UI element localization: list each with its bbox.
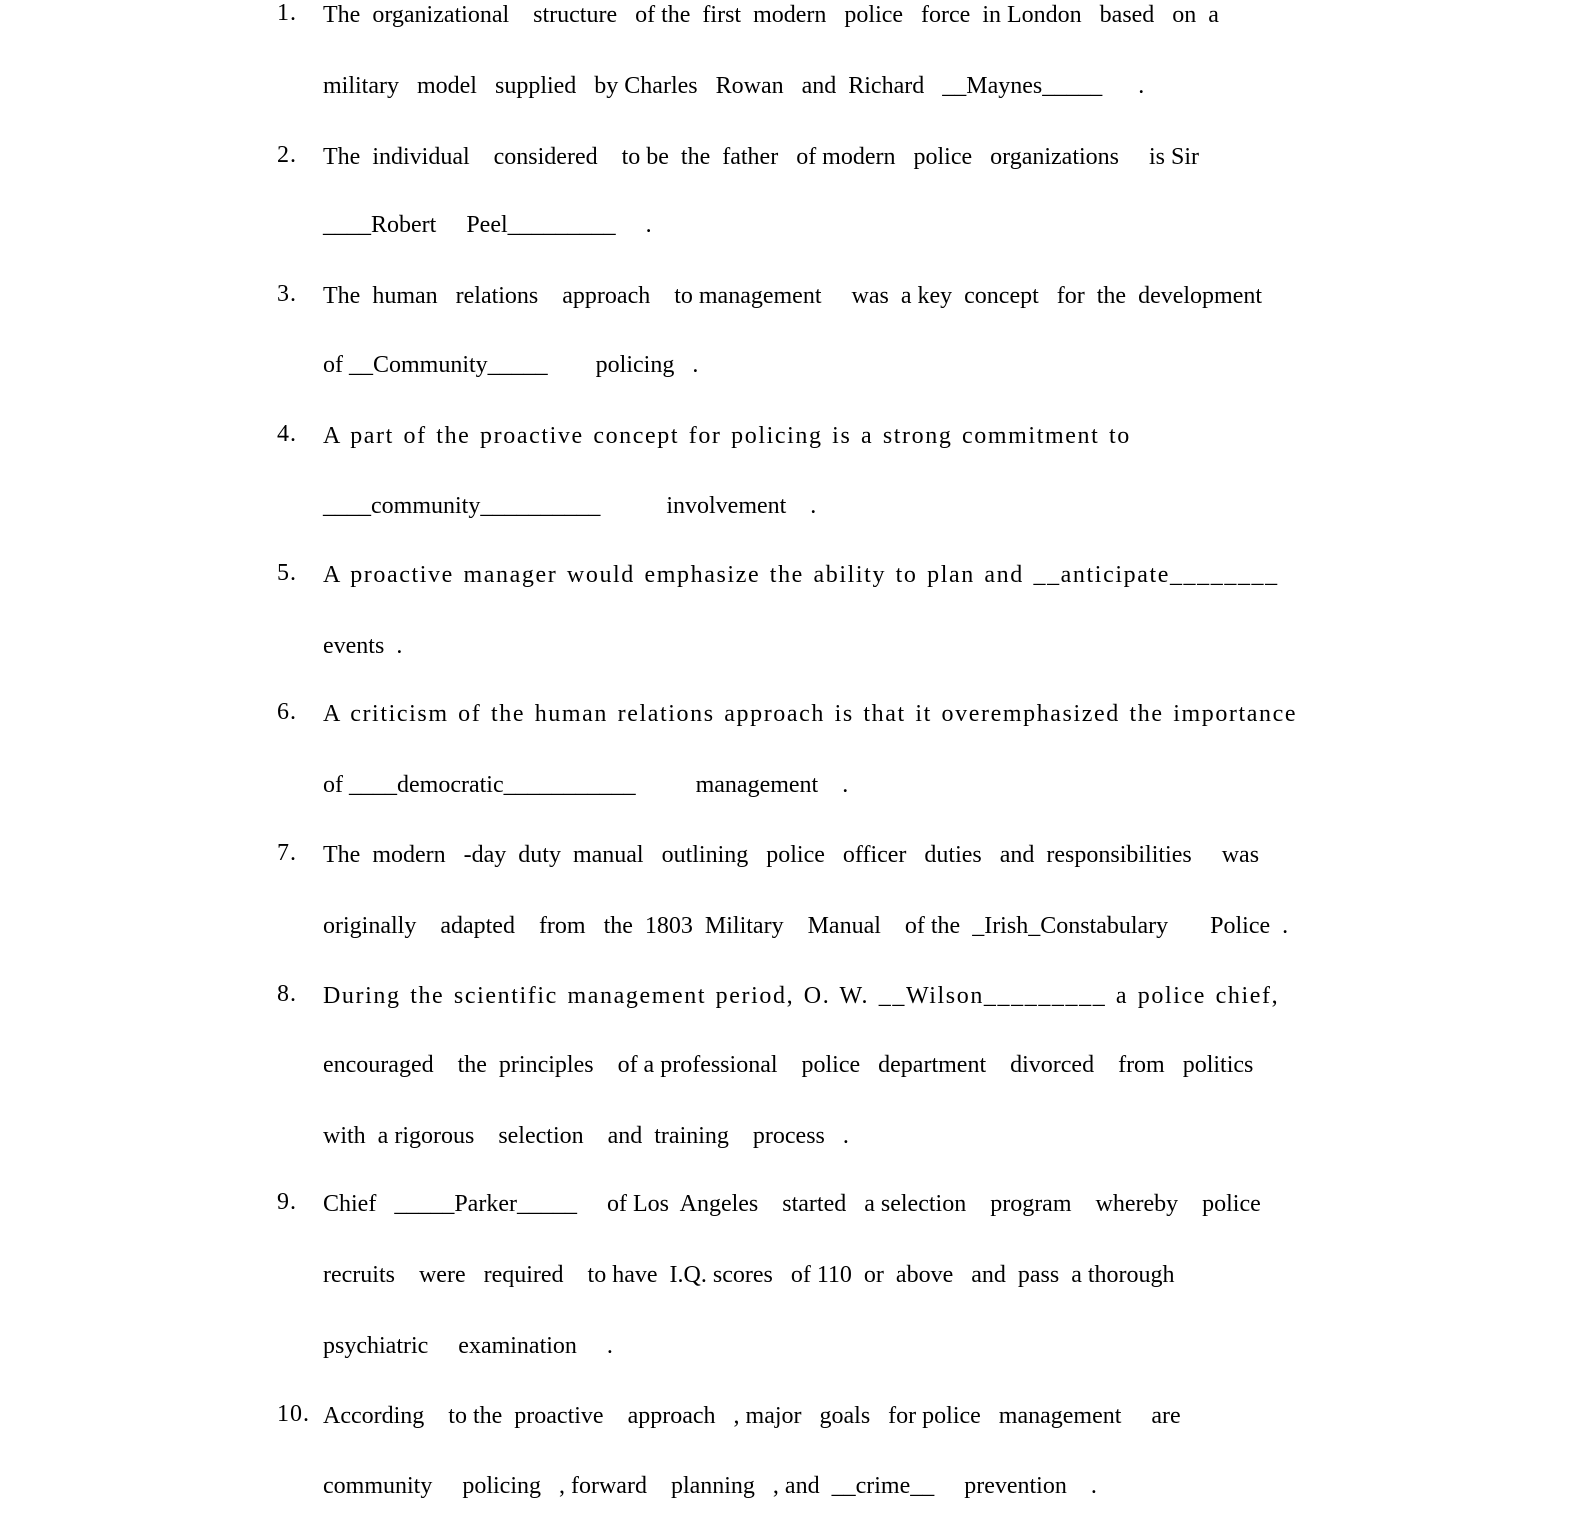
question-text-line: During the scientific management period, O. W. __Wilson_________ a police chief,	[323, 983, 1280, 1009]
question-number: 10.	[277, 1401, 310, 1427]
question-text-line: originally adapted from the 1803 Military Manual of the _Irish_Constabulary Police .	[323, 913, 1289, 939]
question-number: 6.	[277, 699, 297, 725]
question-text-line: The modern -day duty manual outlining police officer duties and responsibilities was	[323, 842, 1260, 868]
question-text-line: military model supplied by Charles Rowan and Richard __Maynes_____ .	[323, 73, 1145, 99]
question-number: 1.	[277, 0, 297, 26]
question-text-line: The human relations approach to management was a key concept for the development	[323, 283, 1263, 309]
question-text-line: A part of the proactive concept for policing is a strong commitment to	[323, 423, 1131, 449]
question-number: 9.	[277, 1189, 297, 1215]
question-text-line: with a rigorous selection and training process .	[323, 1123, 849, 1149]
question-text-line: encouraged the principles of a professional police department divorced from politics	[323, 1052, 1254, 1078]
question-number: 4.	[277, 421, 297, 447]
question-text-line: events .	[323, 633, 403, 659]
question-text-line: community policing , forward planning , and __crime__ prevention .	[323, 1473, 1097, 1499]
question-text-line: recruits were required to have I.Q. scores of 110 or above and pass a thorough	[323, 1262, 1175, 1288]
question-text-line: The organizational structure of the first modern police force in London based on a	[323, 2, 1219, 28]
question-number: 3.	[277, 281, 297, 307]
question-text-line: ____community__________ involvement .	[323, 493, 817, 519]
question-text-line: of __Community_____ policing .	[323, 352, 699, 378]
question-number: 8.	[277, 981, 297, 1007]
question-text-line: Chief _____Parker_____ of Los Angeles started a selection program whereby police	[323, 1191, 1261, 1217]
question-text-line: The individual considered to be the father of modern police organizations is Sir	[323, 144, 1200, 170]
question-text-line: A criticism of the human relations approach is that it overemphasized the importance	[323, 701, 1298, 727]
question-number: 7.	[277, 840, 297, 866]
question-text-line: of ____democratic___________ management .	[323, 772, 849, 798]
question-number: 5.	[277, 560, 297, 586]
question-text-line: ____Robert Peel_________ .	[323, 212, 652, 238]
question-text-line: A proactive manager would emphasize the ability to plan and __anticipate________	[323, 562, 1279, 588]
question-text-line: According to the proactive approach , major goals for police management are	[323, 1403, 1181, 1429]
question-text-line: psychiatric examination .	[323, 1333, 613, 1359]
question-number: 2.	[277, 142, 297, 168]
